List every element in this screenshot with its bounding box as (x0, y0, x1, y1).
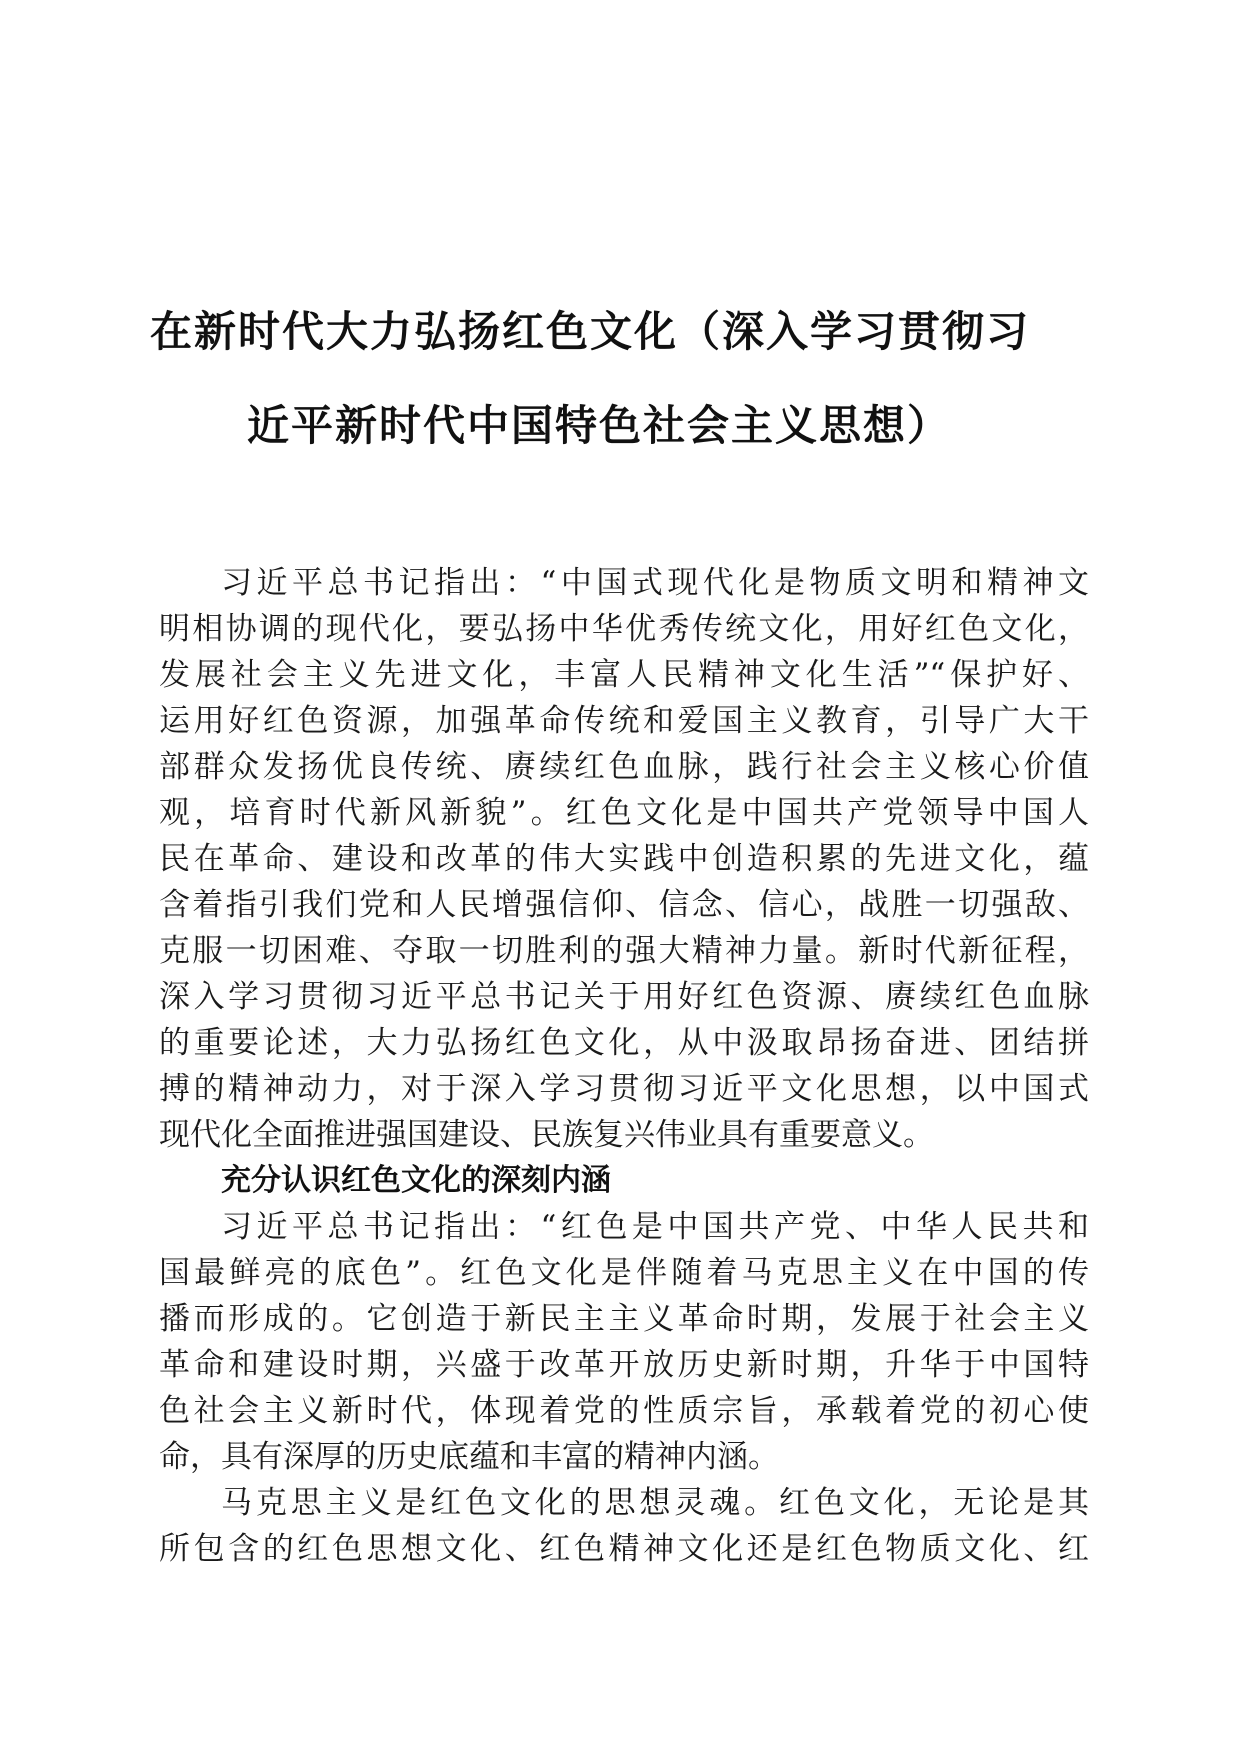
paragraph-1-line: 搏的精神动力，对于深入学习贯彻习近平文化思想，以中国式 (159, 1071, 1089, 1107)
document-title-line-1: 在新时代大力弘扬红色文化（深入学习贯彻习 (150, 307, 1031, 356)
paragraph-1-line: 克服一切困难、夺取一切胜利的强大精神力量。新时代新征程， (159, 933, 1089, 969)
paragraph-1-line: 明相协调的现代化，要弘扬中华优秀传统文化，用好红色文化， (159, 611, 1089, 647)
paragraph-1-line: 发展社会主义先进文化，丰富人民精神文化生活”“保护好、 (159, 657, 1089, 693)
body-text (159, 560, 1089, 1572)
section-heading: 充分认识红色文化的深刻内涵 (221, 1163, 611, 1198)
paragraph-1-line: 部群众发扬优良传统、赓续红色血脉，践行社会主义核心价值 (159, 749, 1089, 785)
paragraph-1-line: 民在革命、建设和改革的伟大实践中创造积累的先进文化，蕴 (159, 841, 1089, 877)
paragraph-1-line: 现代化全面推进强国建设、民族复兴伟业具有重要意义。 (159, 1117, 934, 1153)
paragraph-1-line: 含着指引我们党和人民增强信仰、信念、信心，战胜一切强敌、 (159, 887, 1089, 923)
document-title-line-2: 近平新时代中国特色社会主义思想） (247, 401, 952, 450)
paragraph-2-line: 革命和建设时期，兴盛于改革开放历史新时期，升华于中国特 (159, 1347, 1089, 1383)
paragraph-2-line: 色社会主义新时代，体现着党的性质宗旨，承载着党的初心使 (159, 1393, 1089, 1429)
paragraph-1-line: 深入学习贯彻习近平总书记关于用好红色资源、赓续红色血脉 (159, 979, 1089, 1015)
paragraph-2-line: 播而形成的。它创造于新民主主义革命时期，发展于社会主义 (159, 1301, 1089, 1337)
paragraph-2-line: 习近平总书记指出：“红色是中国共产党、中华人民共和 (221, 1209, 1089, 1245)
paragraph-1-line: 观，培育时代新风新貌”。红色文化是中国共产党领导中国人 (159, 795, 1089, 831)
paragraph-3-line: 所包含的红色思想文化、红色精神文化还是红色物质文化、红 (159, 1531, 1089, 1567)
paragraph-3-line: 马克思主义是红色文化的思想灵魂。红色文化，无论是其 (221, 1485, 1089, 1521)
paragraph-1-line: 的重要论述，大力弘扬红色文化，从中汲取昂扬奋进、团结拼 (159, 1025, 1089, 1061)
paragraph-1-line: 习近平总书记指出：“中国式现代化是物质文明和精神文 (221, 565, 1089, 601)
paragraph-2-line: 国最鲜亮的底色”。红色文化是伴随着马克思主义在中国的传 (159, 1255, 1089, 1291)
paragraph-1-line: 运用好红色资源，加强革命传统和爱国主义教育，引导广大干 (159, 703, 1089, 739)
paragraph-2-line: 命，具有深厚的历史底蕴和丰富的精神内涵。 (159, 1439, 779, 1475)
